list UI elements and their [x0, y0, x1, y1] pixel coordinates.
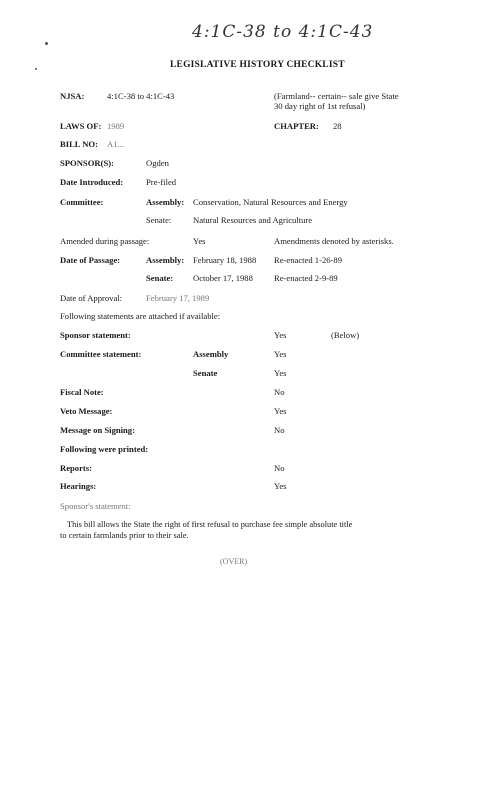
njsa-note-line2: 30 day right of 1st refusal): [274, 101, 366, 111]
committee-senate-label: Senate:: [146, 215, 172, 225]
passage-senate-label: Senate:: [146, 273, 174, 283]
chapter-value: 28: [333, 121, 342, 131]
sponsor-statement-note: (Below): [331, 330, 360, 340]
date-introduced-value: Pre-filed: [146, 177, 177, 187]
attached-header: Following statements are attached if available:: [60, 311, 221, 321]
njsa-label: NJSA:: [60, 91, 85, 101]
njsa-note-line1: (Farmland-- certain-- sale give State: [274, 91, 399, 101]
statement-line2: to certain farmlands prior to their sale.: [60, 531, 189, 540]
committee-statement-assembly-value: Yes: [274, 349, 287, 359]
reports-value: No: [274, 463, 285, 473]
hearings-value: Yes: [274, 481, 287, 491]
committee-label: Committee:: [60, 197, 104, 207]
fiscal-note-value: No: [274, 387, 285, 397]
passage-senate-date: October 17, 1988: [193, 273, 253, 283]
committee-assembly-value: Conservation, Natural Resources and Energy: [193, 197, 348, 207]
scan-speck: [35, 68, 37, 70]
fiscal-note-label: Fiscal Note:: [60, 387, 104, 397]
njsa-value: 4:1C-38 to 4:1C-43: [107, 91, 175, 101]
message-on-signing-value: No: [274, 425, 285, 435]
message-on-signing-label: Message on Signing:: [60, 425, 135, 435]
sponsors-statement-heading: Sponsor's statement:: [60, 501, 131, 511]
sponsors-value: Ogden: [146, 158, 169, 168]
chapter-label: CHAPTER:: [274, 121, 319, 131]
laws-of-value: 1989: [107, 121, 125, 131]
laws-of-label: LAWS OF:: [60, 121, 102, 131]
committee-statement-label: Committee statement:: [60, 349, 142, 359]
over-marker: (OVER): [220, 557, 248, 566]
passage-label: Date of Passage:: [60, 255, 121, 265]
hearings-label: Hearings:: [60, 481, 97, 491]
amended-value: Yes: [193, 236, 206, 246]
amended-note: Amendments denoted by asterisks.: [274, 236, 394, 246]
statement-line1: This bill allows the State the right of first refusal to purchase fee simple absolute title: [67, 520, 353, 529]
reports-label: Reports:: [60, 463, 92, 473]
committee-statement-assembly-label: Assembly: [193, 349, 229, 359]
committee-statement-senate-label: Senate: [193, 368, 218, 378]
scan-speck: [45, 42, 48, 45]
passage-senate-reenacted: Re-enacted 2-9-89: [274, 273, 338, 283]
approval-label: Date of Approval:: [60, 293, 123, 303]
page-title: LEGISLATIVE HISTORY CHECKLIST: [170, 60, 345, 70]
approval-value: February 17, 1989: [146, 293, 210, 303]
passage-assembly-reenacted: Re-enacted 1-26-89: [274, 255, 343, 265]
bill-no-value: A1...: [107, 139, 124, 149]
amended-label: Amended during passage:: [60, 236, 150, 246]
veto-message-value: Yes: [274, 406, 287, 416]
handwritten-header: 4:1C-38 to 4:1C-43: [192, 22, 374, 42]
committee-senate-value: Natural Resources and Agriculture: [193, 215, 313, 225]
sponsors-label: SPONSOR(S):: [60, 158, 114, 168]
date-introduced-label: Date Introduced:: [60, 177, 124, 187]
committee-statement-senate-value: Yes: [274, 368, 287, 378]
passage-assembly-label: Assembly:: [146, 255, 185, 265]
passage-assembly-date: February 18, 1988: [193, 255, 257, 265]
printed-header: Following were printed:: [60, 444, 149, 454]
committee-assembly-label: Assembly:: [146, 197, 185, 207]
sponsor-statement-label: Sponsor statement:: [60, 330, 131, 340]
sponsor-statement-value: Yes: [274, 330, 287, 340]
bill-no-label: BILL NO:: [60, 139, 98, 149]
veto-message-label: Veto Message:: [60, 406, 113, 416]
